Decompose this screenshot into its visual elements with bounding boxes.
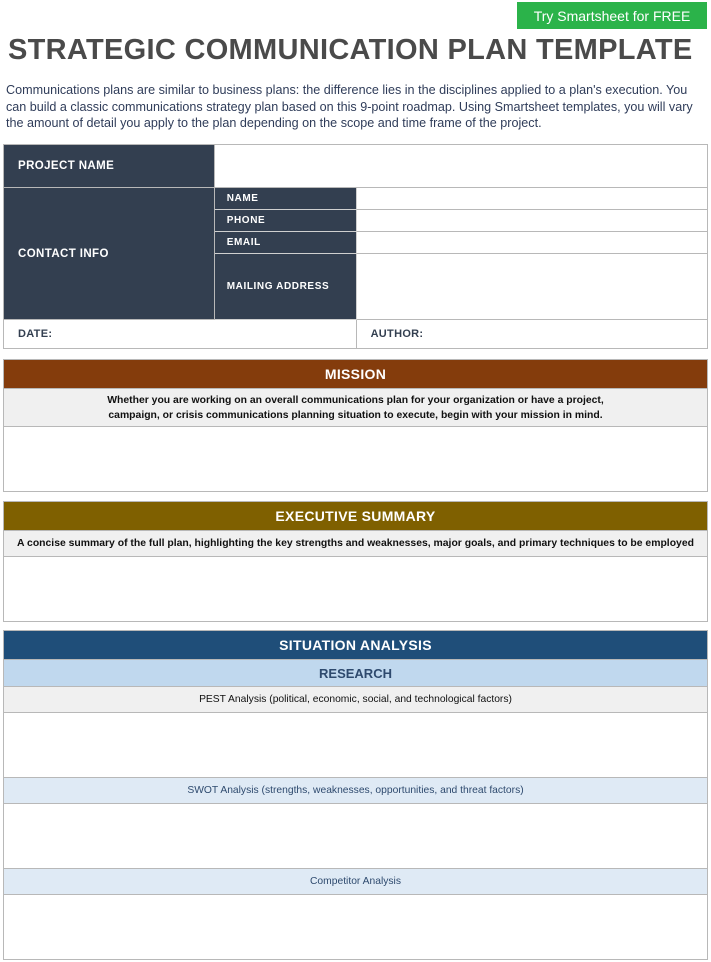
mission-entry-area[interactable] [4,427,708,492]
mailing-address-field[interactable] [356,254,707,320]
name-field[interactable] [356,188,707,210]
situation-analysis-header: SITUATION ANALYSIS [4,631,708,660]
page-title: STRATEGIC COMMUNICATION PLAN TEMPLATE [8,34,693,66]
swot-analysis-entry-area[interactable] [4,804,708,869]
mailing-address-label: MAILING ADDRESS [214,254,356,320]
executive-summary-header: EXECUTIVE SUMMARY [4,502,708,531]
project-name-label: PROJECT NAME [4,145,215,188]
research-subheader: RESEARCH [4,660,708,687]
project-name-field[interactable] [214,145,707,188]
email-label: EMAIL [214,232,356,254]
try-smartsheet-button[interactable]: Try Smartsheet for FREE [517,2,707,29]
date-field[interactable]: DATE: [4,320,357,349]
mission-description-line-1: Whether you are working on an overall communications plan for your organization or have a project, [107,394,604,406]
phone-field[interactable] [356,210,707,232]
pest-analysis-label: PEST Analysis (political, economic, social, and technological factors) [4,687,708,713]
mission-section [3,359,708,492]
executive-summary-entry-area[interactable] [4,557,708,622]
executive-summary-description: A concise summary of the full plan, highlighting the key strengths and weaknesses, major goals, and primary techniques to be employed [4,531,708,557]
mission-header: MISSION [4,360,708,389]
pest-analysis-entry-area[interactable] [4,713,708,778]
phone-label: PHONE [214,210,356,232]
project-info-table [3,144,708,349]
email-field[interactable] [356,232,707,254]
mission-description-line-2: campaign, or crisis communications planning situation to execute, begin with your mission in mind. [108,409,603,421]
contact-info-label: CONTACT INFO [4,188,215,320]
competitor-analysis-entry-area[interactable] [4,895,708,960]
author-field[interactable]: AUTHOR: [356,320,707,349]
name-label: NAME [214,188,356,210]
mission-description [4,389,708,427]
executive-summary-section [3,501,708,622]
competitor-analysis-label: Competitor Analysis [4,869,708,895]
situation-analysis-section [3,630,708,960]
intro-paragraph: Communications plans are similar to business plans: the difference lies in the disciplines applied to a plan's execution. You can build a classic communications strategy plan based on this 9-point roadmap. Using Smartsheet templates, you will vary the amount of detail you apply to the plan depending on the scope and time frame of the project. [6,83,693,130]
swot-analysis-label: SWOT Analysis (strengths, weaknesses, opportunities, and threat factors) [4,778,708,804]
